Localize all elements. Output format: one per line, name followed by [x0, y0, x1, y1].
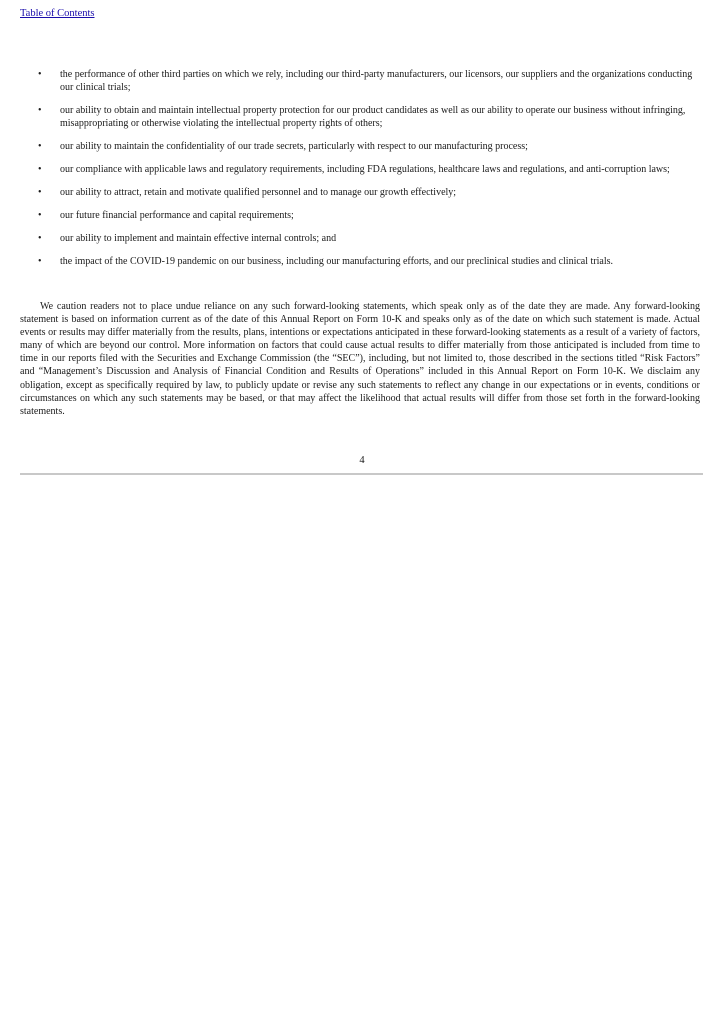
bullet-icon: •	[38, 210, 42, 221]
list-item-text: our ability to implement and maintain effective internal controls; and	[60, 233, 337, 244]
list-item-text: the performance of other third parties on which we rely, including our third-party manufacturers, our licensors, our suppliers and the organizations conducting our clinical trials;	[60, 69, 693, 93]
bullet-icon: •	[38, 164, 42, 175]
list-item-text: our ability to maintain the confidentiality of our trade secrets, particularly with respect to our manufacturing process;	[60, 141, 528, 152]
bullet-icon: •	[38, 141, 42, 152]
list-item	[20, 186, 704, 199]
list-item	[20, 255, 704, 268]
list-item	[20, 163, 704, 176]
list-item	[20, 68, 704, 94]
list-item	[20, 140, 704, 153]
bullet-icon: •	[38, 187, 42, 198]
page-divider	[20, 473, 703, 475]
list-item-text: the impact of the COVID-19 pandemic on our business, including our manufacturing efforts, and our preclinical studies and clinical trials.	[60, 256, 614, 267]
caution-paragraph: We caution readers not to place undue reliance on any such forward-looking statements, which speak only as of the date they are made. Any forward-looking statement is based on information current as of the date of this Annual Report on Form 10-K and speaks only as of the date on which such statement is made. Actual events or results may differ materially from the results, plans, intentions or expectations anticipated in these forward-looking statements as a result of a variety of factors, many of which are beyond our control. More information on factors that could cause actual results to differ materially from those anticipated is included from time to time in our reports filed with the Securities and Exchange Commission (the “SEC”), including, but not limited to, those described in the sections titled “Risk Factors” and “Management’s Discussion and Analysis of Financial Condition and Results of Operations” included in this Annual Report on Form 10-K. We disclaim any obligation, except as specifically required by law, to publicly update or revise any such statements to reflect any change in our expectations or in events, conditions or circumstances on which any such statements may be based, or that may affect the likelihood that actual results will differ from those set forth in the forward-looking statements.	[20, 301, 700, 417]
list-item	[20, 209, 704, 222]
page-number: 4	[359, 455, 365, 466]
list-item-text: our compliance with applicable laws and regulatory requirements, including FDA regulations, healthcare laws and regulations, and anti-corruption laws;	[60, 164, 670, 175]
table-of-contents-link[interactable]: Table of Contents	[20, 8, 95, 19]
forward-looking-factors-list	[20, 68, 704, 278]
list-item-text: our ability to obtain and maintain intellectual property protection for our product candidates as well as our ability to operate our business without infringing, misappropriating or otherwise violating the intellectual property rights of others;	[60, 105, 686, 129]
list-item-text: our ability to attract, retain and motivate qualified personnel and to manage our growth effectively;	[60, 187, 457, 198]
bullet-icon: •	[38, 233, 42, 244]
bullet-icon: •	[38, 69, 42, 80]
bullet-icon: •	[38, 256, 42, 267]
list-item	[20, 232, 704, 245]
list-item-text: our future financial performance and capital requirements;	[60, 210, 294, 221]
bullet-icon: •	[38, 105, 42, 116]
list-item	[20, 104, 704, 130]
